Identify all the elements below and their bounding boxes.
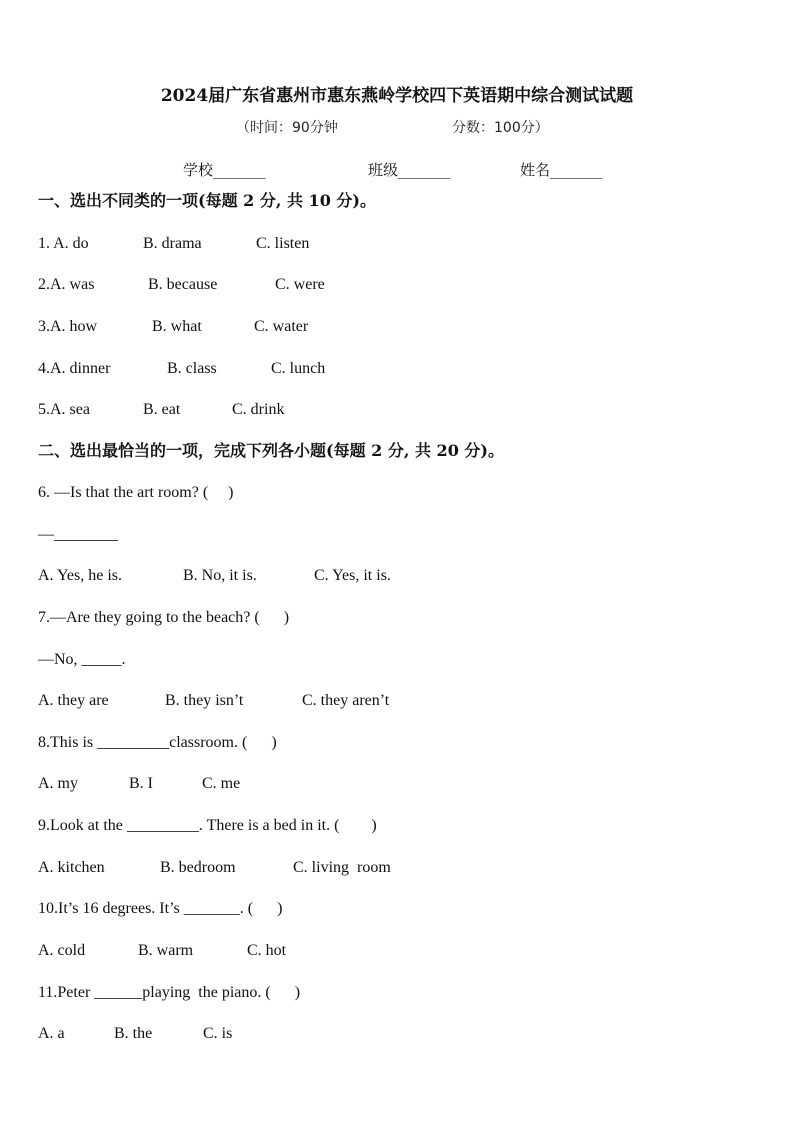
q4-option-b: B. class [167,360,217,377]
q11-option-a: A. a [38,1025,65,1042]
q10-option-b: B. warm [138,942,194,959]
q7-answer-line: —No, _____. [38,651,126,668]
q6-option-b: B. No, it is. [183,567,257,584]
q9-stem: 9.Look at the _________. There is a bed in it. ( ) [38,817,377,834]
q9-option-c: C. living room [293,859,391,876]
q1-option-c: C. listen [256,235,310,252]
q6-stem: 6. —Is that the art room? ( ) [38,484,234,501]
q2-option-b: B. because [148,276,218,293]
q1-option-a: 1. A. do [38,235,89,252]
q11-option-c: C. is [203,1025,233,1042]
q8-option-c: C. me [202,775,241,792]
name-field: 姓名_______ [520,161,603,179]
q7-stem: 7.—Are they going to the beach? ( ) [38,609,290,626]
exam-score: 分数：100分） [452,120,549,136]
q6-option-a: A. Yes, he is. [38,567,123,584]
q2-option-c: C. were [275,276,325,293]
q8-option-a: A. my [38,775,78,792]
q3-option-c: C. water [254,318,309,335]
section1-heading: 一、选出不同类的一项(每题 2 分, 共 10 分)。 [38,191,376,210]
q3-option-b: B. what [152,318,202,335]
q5-option-c: C. drink [232,401,285,418]
class-field: 班级_______ [368,161,451,179]
q7-option-b: B. they isn’t [165,692,244,709]
q1-option-b: B. drama [143,235,202,252]
q8-option-b: B. I [129,775,153,792]
exam-time: （时间：90分钟 [236,120,338,136]
q5-option-b: B. eat [143,401,181,418]
q9-option-a: A. kitchen [38,859,105,876]
q11-option-b: B. the [114,1025,153,1042]
section2-heading: 二、选出最恰当的一项，完成下列各小题(每题 2 分, 共 20 分)。 [38,441,504,460]
q9-option-b: B. bedroom [160,859,236,876]
q10-option-c: C. hot [247,942,287,959]
q11-stem: 11.Peter ______playing the piano. ( ) [38,984,301,1001]
exam-title: 2024届广东省惠州市惠东燕岭学校四下英语期中综合测试试题 [160,86,634,106]
q6-answer-line: —________ [38,526,118,543]
school-field: 学校_______ [183,161,266,179]
q4-option-c: C. lunch [271,360,326,377]
q5-option-a: 5.A. sea [38,401,90,418]
q8-stem: 8.This is _________classroom. ( ) [38,734,277,751]
q6-option-c: C. Yes, it is. [314,567,391,584]
q3-option-a: 3.A. how [38,318,98,335]
q2-option-a: 2.A. was [38,276,95,293]
q4-option-a: 4.A. dinner [38,360,111,377]
q7-option-c: C. they aren’t [302,692,390,709]
q7-option-a: A. they are [38,692,109,709]
q10-option-a: A. cold [38,942,86,959]
q10-stem: 10.It’s 16 degrees. It’s _______. ( ) [38,900,283,917]
